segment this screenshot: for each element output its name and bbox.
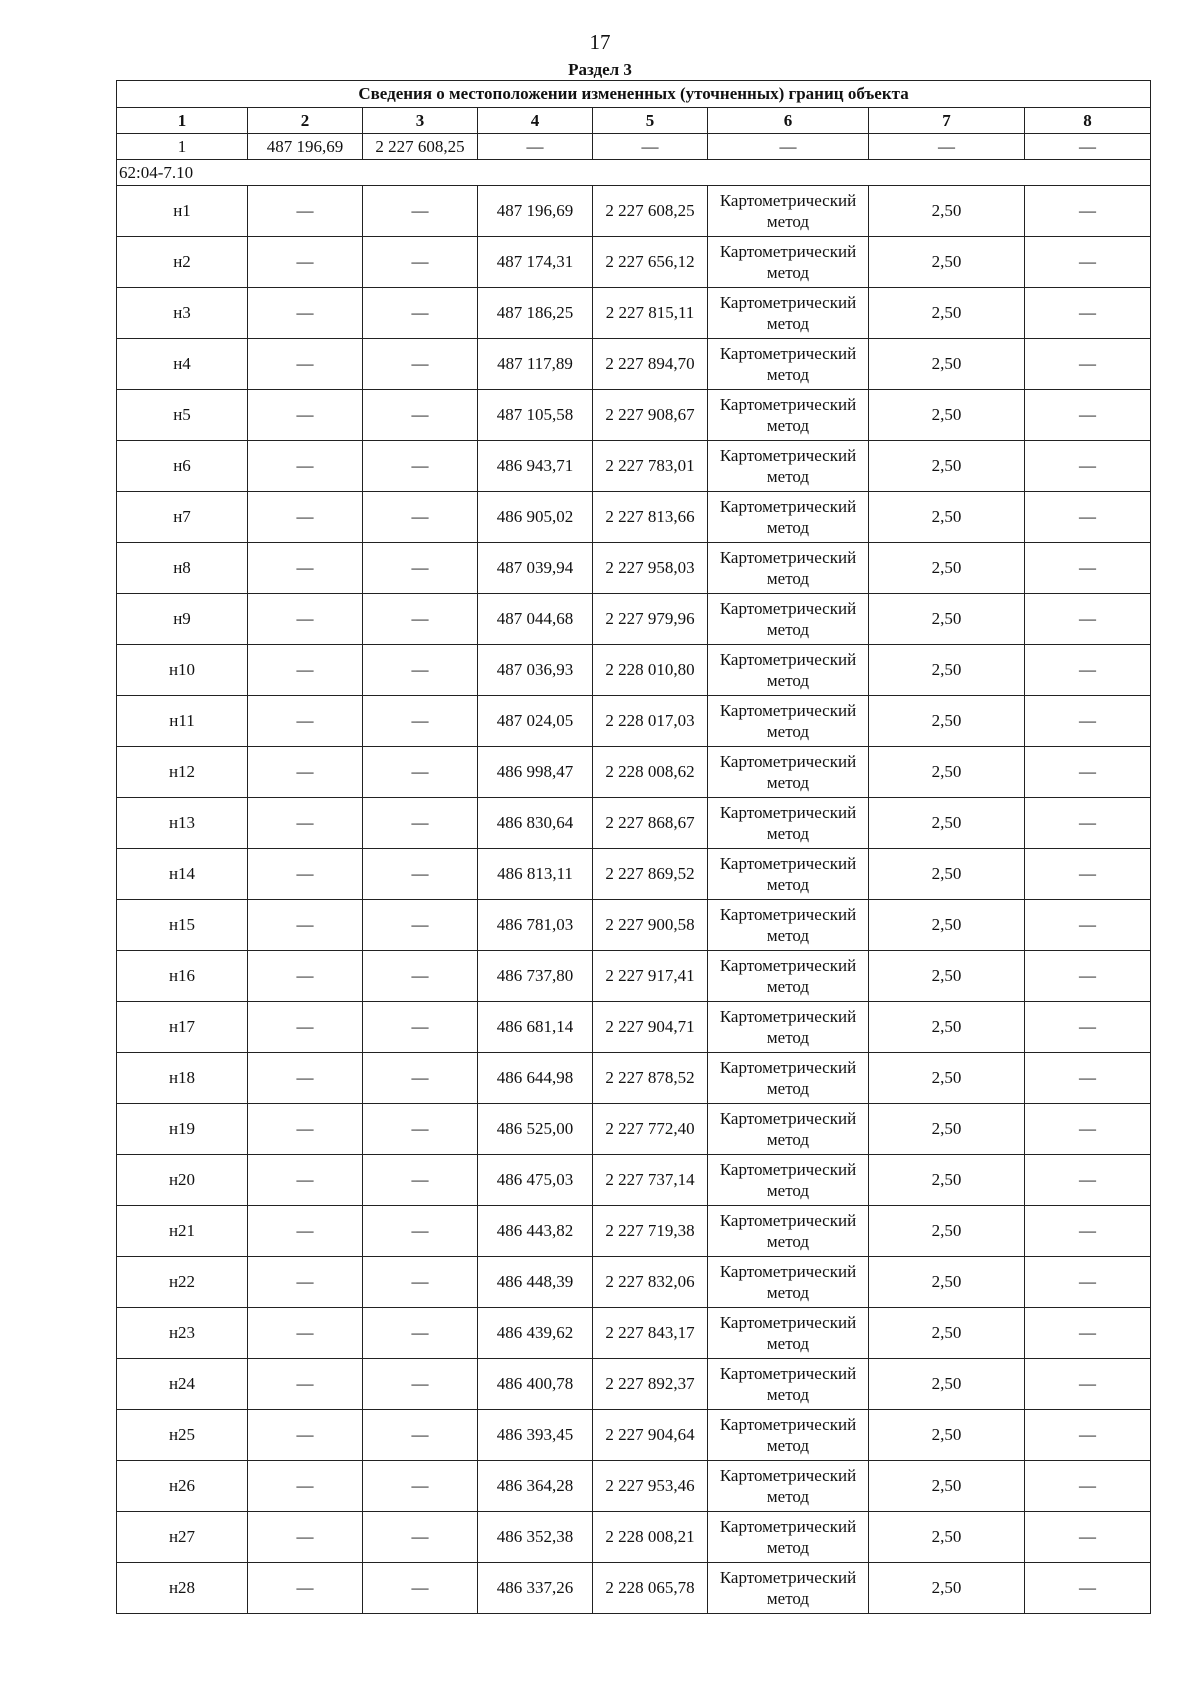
table-cell: — [1025, 288, 1151, 339]
point-y: 2 227 783,01 [593, 441, 708, 492]
table-row [117, 441, 1151, 492]
point-id: н14 [117, 849, 248, 900]
column-header: 8 [1025, 108, 1151, 134]
table-cell: 1 [117, 134, 248, 160]
point-id: н19 [117, 1104, 248, 1155]
accuracy-cell: 2,50 [869, 645, 1025, 696]
table-row [117, 543, 1151, 594]
point-y: 2 227 979,96 [593, 594, 708, 645]
accuracy-cell: 2,50 [869, 798, 1025, 849]
point-id: н2 [117, 237, 248, 288]
table-cell: — [363, 747, 478, 798]
table-cell: — [363, 186, 478, 237]
point-x: 486 337,26 [478, 1563, 593, 1614]
accuracy-cell: 2,50 [869, 1155, 1025, 1206]
table-row [117, 339, 1151, 390]
point-id: н28 [117, 1563, 248, 1614]
accuracy-cell: 2,50 [869, 594, 1025, 645]
point-id: н23 [117, 1308, 248, 1359]
method-cell: Картометрический метод [708, 1410, 869, 1461]
table-cell: — [363, 1206, 478, 1257]
section-title: Раздел 3 [568, 60, 632, 79]
point-y: 2 227 953,46 [593, 1461, 708, 1512]
accuracy-cell: 2,50 [869, 1206, 1025, 1257]
method-cell: Картометрический метод [708, 1308, 869, 1359]
point-id: н9 [117, 594, 248, 645]
point-id: н6 [117, 441, 248, 492]
accuracy-cell: 2,50 [869, 339, 1025, 390]
accuracy-cell: 2,50 [869, 849, 1025, 900]
table-cell: — [248, 339, 363, 390]
point-x: 487 117,89 [478, 339, 593, 390]
point-x: 486 364,28 [478, 1461, 593, 1512]
method-cell: Картометрический метод [708, 594, 869, 645]
table-cell: — [248, 900, 363, 951]
point-id: н24 [117, 1359, 248, 1410]
point-y: 2 227 868,67 [593, 798, 708, 849]
table-cell: — [1025, 594, 1151, 645]
table-cell: — [248, 492, 363, 543]
point-id: н1 [117, 186, 248, 237]
accuracy-cell: 2,50 [869, 747, 1025, 798]
point-x: 487 024,05 [478, 696, 593, 747]
table-cell: — [363, 1563, 478, 1614]
method-cell: Картометрический метод [708, 1257, 869, 1308]
table-cell: — [363, 339, 478, 390]
cadastral-label: 62:04-7.10 [117, 160, 1151, 186]
table-row [117, 696, 1151, 747]
point-id: н7 [117, 492, 248, 543]
table-cell: — [1025, 747, 1151, 798]
table-row [117, 134, 1151, 160]
method-cell: Картометрический метод [708, 1359, 869, 1410]
table-row [117, 1002, 1151, 1053]
point-y: 2 227 815,11 [593, 288, 708, 339]
table-cell: — [363, 288, 478, 339]
point-id: н8 [117, 543, 248, 594]
table-cell: — [248, 1359, 363, 1410]
table-row [117, 594, 1151, 645]
accuracy-cell: 2,50 [869, 900, 1025, 951]
method-cell: Картометрический метод [708, 1206, 869, 1257]
table-cell: — [248, 288, 363, 339]
table-cell: — [708, 134, 869, 160]
point-id: н22 [117, 1257, 248, 1308]
point-x: 487 105,58 [478, 390, 593, 441]
accuracy-cell: 2,50 [869, 441, 1025, 492]
table-cell: — [363, 1308, 478, 1359]
point-y: 2 228 008,62 [593, 747, 708, 798]
point-y: 2 227 719,38 [593, 1206, 708, 1257]
method-cell: Картометрический метод [708, 390, 869, 441]
table-cell: — [1025, 849, 1151, 900]
column-header: 5 [593, 108, 708, 134]
accuracy-cell: 2,50 [869, 951, 1025, 1002]
table-cell: — [593, 134, 708, 160]
point-id: н18 [117, 1053, 248, 1104]
point-id: н13 [117, 798, 248, 849]
table-row [117, 492, 1151, 543]
column-header: 2 [248, 108, 363, 134]
table-row [117, 1053, 1151, 1104]
table-row [117, 1257, 1151, 1308]
table-cell: — [1025, 543, 1151, 594]
column-header: 6 [708, 108, 869, 134]
point-x: 486 737,80 [478, 951, 593, 1002]
accuracy-cell: 2,50 [869, 390, 1025, 441]
table-cell: — [1025, 1206, 1151, 1257]
point-y: 2 228 017,03 [593, 696, 708, 747]
table-row [117, 1461, 1151, 1512]
table-cell: — [363, 798, 478, 849]
table-cell: — [248, 1002, 363, 1053]
table-cell: — [363, 1155, 478, 1206]
point-x: 486 439,62 [478, 1308, 593, 1359]
method-cell: Картометрический метод [708, 339, 869, 390]
point-y: 2 227 878,52 [593, 1053, 708, 1104]
point-id: н3 [117, 288, 248, 339]
table-cell: — [363, 543, 478, 594]
table-cell: — [869, 134, 1025, 160]
accuracy-cell: 2,50 [869, 1512, 1025, 1563]
table-row [117, 1104, 1151, 1155]
point-y: 2 227 904,64 [593, 1410, 708, 1461]
accuracy-cell: 2,50 [869, 186, 1025, 237]
point-id: н20 [117, 1155, 248, 1206]
table-row [117, 237, 1151, 288]
point-x: 486 998,47 [478, 747, 593, 798]
table-cell: — [248, 543, 363, 594]
page-number: 17 [589, 30, 611, 54]
table-cell: — [363, 441, 478, 492]
method-cell: Картометрический метод [708, 900, 869, 951]
table-cell: — [248, 390, 363, 441]
point-y: 2 227 892,37 [593, 1359, 708, 1410]
accuracy-cell: 2,50 [869, 1410, 1025, 1461]
table-cell: — [248, 186, 363, 237]
column-header: 4 [478, 108, 593, 134]
table-cell: — [1025, 237, 1151, 288]
table-row [117, 747, 1151, 798]
point-id: н5 [117, 390, 248, 441]
point-x: 486 943,71 [478, 441, 593, 492]
method-cell: Картометрический метод [708, 186, 869, 237]
table-cell: — [248, 594, 363, 645]
table-cell: — [1025, 1104, 1151, 1155]
table-cell: — [1025, 798, 1151, 849]
method-cell: Картометрический метод [708, 237, 869, 288]
point-x: 486 475,03 [478, 1155, 593, 1206]
boundary-table [116, 80, 1151, 1614]
table-cell: — [248, 237, 363, 288]
table-cell: — [248, 747, 363, 798]
method-cell: Картометрический метод [708, 543, 869, 594]
accuracy-cell: 2,50 [869, 1257, 1025, 1308]
table-cell: — [1025, 441, 1151, 492]
table-row [117, 1512, 1151, 1563]
table-row [117, 900, 1151, 951]
accuracy-cell: 2,50 [869, 492, 1025, 543]
table-cell: — [248, 1308, 363, 1359]
point-id: н10 [117, 645, 248, 696]
table-cell: — [1025, 1461, 1151, 1512]
method-cell: Картометрический метод [708, 1461, 869, 1512]
table-row [117, 849, 1151, 900]
table-cell: — [248, 1206, 363, 1257]
table-cell: — [1025, 1410, 1151, 1461]
point-id: н15 [117, 900, 248, 951]
point-x: 486 681,14 [478, 1002, 593, 1053]
table-cell: — [248, 696, 363, 747]
table-cell: — [363, 1512, 478, 1563]
point-y: 2 227 772,40 [593, 1104, 708, 1155]
point-x: 486 400,78 [478, 1359, 593, 1410]
point-y: 2 227 917,41 [593, 951, 708, 1002]
method-cell: Картометрический метод [708, 1512, 869, 1563]
point-y: 2 227 900,58 [593, 900, 708, 951]
point-y: 2 227 904,71 [593, 1002, 708, 1053]
table-cell: — [248, 1053, 363, 1104]
table-cell: — [363, 849, 478, 900]
table-cell: — [248, 1461, 363, 1512]
table-cell: — [248, 645, 363, 696]
point-x: 486 525,00 [478, 1104, 593, 1155]
point-y: 2 227 843,17 [593, 1308, 708, 1359]
accuracy-cell: 2,50 [869, 237, 1025, 288]
column-header: 7 [869, 108, 1025, 134]
method-cell: Картометрический метод [708, 849, 869, 900]
point-y: 2 227 908,67 [593, 390, 708, 441]
method-cell: Картометрический метод [708, 696, 869, 747]
point-x: 486 781,03 [478, 900, 593, 951]
table-cell: — [1025, 1359, 1151, 1410]
column-header: 3 [363, 108, 478, 134]
point-x: 486 830,64 [478, 798, 593, 849]
point-id: н26 [117, 1461, 248, 1512]
accuracy-cell: 2,50 [869, 288, 1025, 339]
point-id: н17 [117, 1002, 248, 1053]
table-cell: — [1025, 134, 1151, 160]
table-cell: — [363, 1410, 478, 1461]
point-x: 486 352,38 [478, 1512, 593, 1563]
table-cell: — [363, 951, 478, 1002]
point-y: 2 228 008,21 [593, 1512, 708, 1563]
point-x: 486 443,82 [478, 1206, 593, 1257]
table-cell: — [1025, 1308, 1151, 1359]
table-cell: — [363, 900, 478, 951]
column-header: 1 [117, 108, 248, 134]
method-cell: Картометрический метод [708, 492, 869, 543]
point-id: н21 [117, 1206, 248, 1257]
point-y: 2 227 832,06 [593, 1257, 708, 1308]
point-x: 487 036,93 [478, 645, 593, 696]
table-cell: — [248, 1410, 363, 1461]
table-cell: — [248, 1563, 363, 1614]
table-cell: — [363, 1053, 478, 1104]
table-cell: 487 196,69 [248, 134, 363, 160]
table-row [117, 288, 1151, 339]
point-y: 2 227 958,03 [593, 543, 708, 594]
table-cell: — [1025, 1563, 1151, 1614]
table-cell: — [1025, 1155, 1151, 1206]
point-y: 2 227 894,70 [593, 339, 708, 390]
point-x: 487 044,68 [478, 594, 593, 645]
table-row [117, 1410, 1151, 1461]
table-cell: — [1025, 900, 1151, 951]
method-cell: Картометрический метод [708, 798, 869, 849]
accuracy-cell: 2,50 [869, 1461, 1025, 1512]
point-y: 2 227 869,52 [593, 849, 708, 900]
method-cell: Картометрический метод [708, 747, 869, 798]
table-row [117, 798, 1151, 849]
table-cell: — [1025, 1053, 1151, 1104]
table-cell: — [1025, 1002, 1151, 1053]
table-row [117, 645, 1151, 696]
table-cell: — [363, 1461, 478, 1512]
table-cell: — [363, 390, 478, 441]
column-header-row [117, 108, 1151, 134]
table-cell: — [363, 696, 478, 747]
table-cell: — [1025, 645, 1151, 696]
point-id: н4 [117, 339, 248, 390]
table-cell: — [248, 849, 363, 900]
table-cell: — [248, 441, 363, 492]
table-cell: — [1025, 696, 1151, 747]
table-cell: 2 227 608,25 [363, 134, 478, 160]
table-row [117, 951, 1151, 1002]
table-cell: — [248, 1512, 363, 1563]
method-cell: Картометрический метод [708, 645, 869, 696]
table-row [117, 1206, 1151, 1257]
point-x: 486 905,02 [478, 492, 593, 543]
accuracy-cell: 2,50 [869, 1359, 1025, 1410]
table-row [117, 390, 1151, 441]
table-cell: — [1025, 1512, 1151, 1563]
table-row [117, 1359, 1151, 1410]
table-cell: — [248, 1104, 363, 1155]
table-cell: — [363, 237, 478, 288]
table-row [117, 1155, 1151, 1206]
table-cell: — [363, 1002, 478, 1053]
table-cell: — [478, 134, 593, 160]
point-id: н27 [117, 1512, 248, 1563]
table-cell: — [248, 1155, 363, 1206]
table-cell: — [363, 645, 478, 696]
method-cell: Картометрический метод [708, 1155, 869, 1206]
point-y: 2 227 656,12 [593, 237, 708, 288]
table-cell: — [1025, 186, 1151, 237]
point-id: н16 [117, 951, 248, 1002]
point-x: 486 644,98 [478, 1053, 593, 1104]
table-cell: — [1025, 1257, 1151, 1308]
table-cell: — [363, 492, 478, 543]
point-y: 2 228 010,80 [593, 645, 708, 696]
point-x: 487 039,94 [478, 543, 593, 594]
point-y: 2 227 608,25 [593, 186, 708, 237]
table-cell: — [1025, 339, 1151, 390]
table-cell: — [248, 798, 363, 849]
table-row [117, 1563, 1151, 1614]
table-cell: — [1025, 492, 1151, 543]
method-cell: Картометрический метод [708, 1053, 869, 1104]
table-row [117, 186, 1151, 237]
method-cell: Картометрический метод [708, 441, 869, 492]
point-x: 486 393,45 [478, 1410, 593, 1461]
table-cell: — [363, 594, 478, 645]
table-cell: — [363, 1359, 478, 1410]
point-x: 487 196,69 [478, 186, 593, 237]
table-row [117, 1308, 1151, 1359]
table-cell: — [248, 951, 363, 1002]
point-x: 486 813,11 [478, 849, 593, 900]
method-cell: Картометрический метод [708, 288, 869, 339]
accuracy-cell: 2,50 [869, 543, 1025, 594]
method-cell: Картометрический метод [708, 951, 869, 1002]
point-id: н12 [117, 747, 248, 798]
table-cell: — [363, 1104, 478, 1155]
accuracy-cell: 2,50 [869, 696, 1025, 747]
method-cell: Картометрический метод [708, 1104, 869, 1155]
table-cell: — [363, 1257, 478, 1308]
accuracy-cell: 2,50 [869, 1002, 1025, 1053]
point-y: 2 227 737,14 [593, 1155, 708, 1206]
point-id: н11 [117, 696, 248, 747]
cadastral-row [117, 160, 1151, 186]
method-cell: Картометрический метод [708, 1002, 869, 1053]
table-caption: Сведения о местоположении измененных (уточненных) границ объекта [117, 81, 1151, 108]
point-x: 487 186,25 [478, 288, 593, 339]
point-id: н25 [117, 1410, 248, 1461]
table-cell: — [1025, 390, 1151, 441]
table-cell: — [248, 1257, 363, 1308]
point-y: 2 228 065,78 [593, 1563, 708, 1614]
accuracy-cell: 2,50 [869, 1053, 1025, 1104]
accuracy-cell: 2,50 [869, 1563, 1025, 1614]
method-cell: Картометрический метод [708, 1563, 869, 1614]
point-y: 2 227 813,66 [593, 492, 708, 543]
accuracy-cell: 2,50 [869, 1308, 1025, 1359]
point-x: 487 174,31 [478, 237, 593, 288]
point-x: 486 448,39 [478, 1257, 593, 1308]
table-cell: — [1025, 951, 1151, 1002]
accuracy-cell: 2,50 [869, 1104, 1025, 1155]
